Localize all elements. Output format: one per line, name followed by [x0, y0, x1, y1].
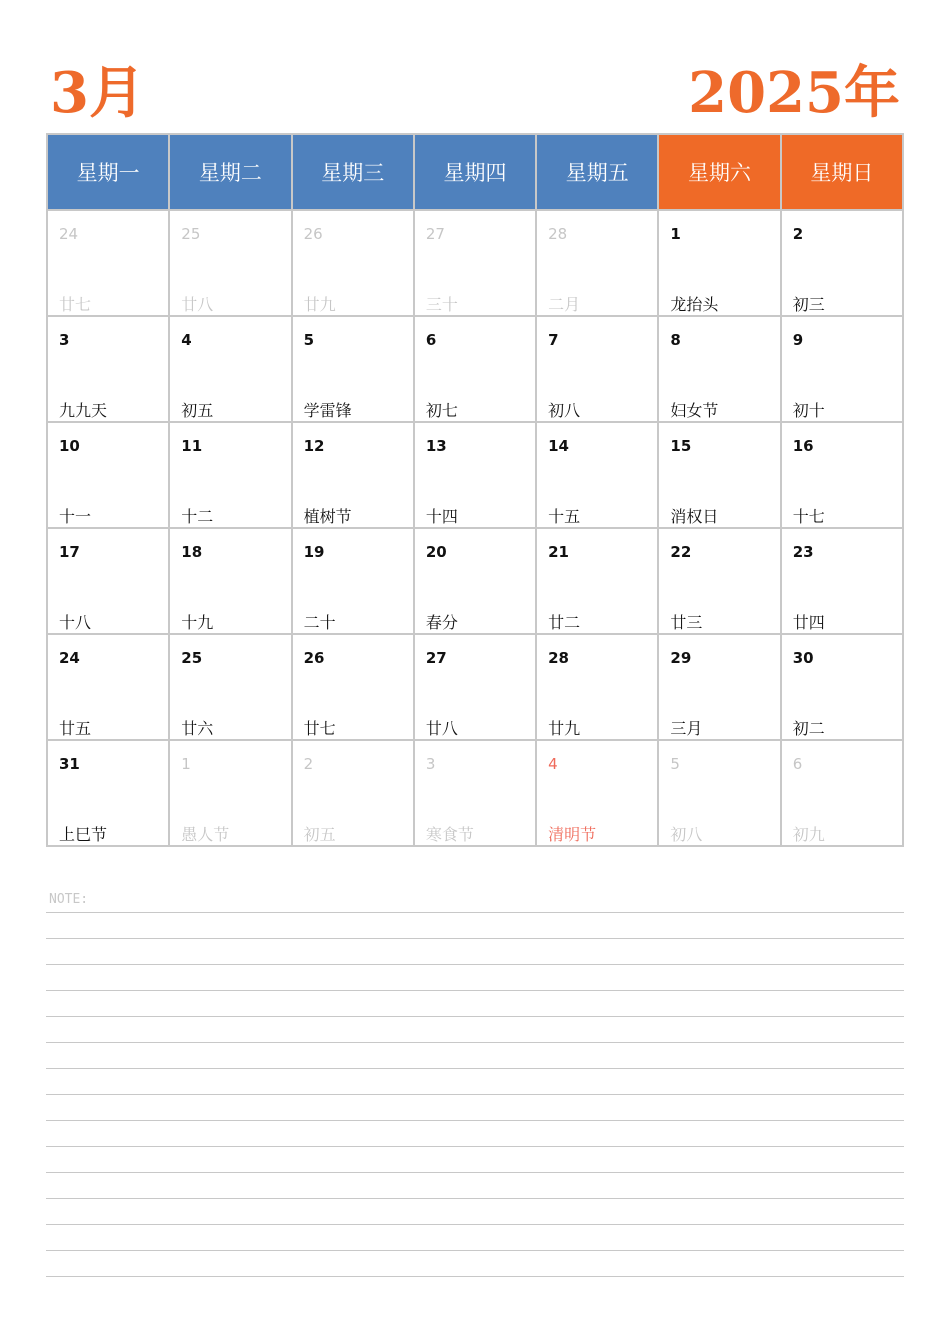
day-cell[interactable] — [292, 634, 414, 740]
day-cell[interactable] — [658, 316, 780, 422]
lunar-label: 十七 — [792, 507, 825, 526]
day-cell-content — [782, 741, 902, 845]
day-cell-content — [48, 211, 168, 315]
day-cell-content — [293, 211, 413, 315]
weekday-thursday: 星期四 — [414, 134, 536, 210]
day-cell[interactable] — [536, 634, 658, 740]
day-cell-content — [537, 423, 657, 527]
day-cell-content — [782, 529, 902, 633]
weekday-wednesday: 星期三 — [292, 134, 414, 210]
calendar-grid — [46, 133, 904, 847]
lunar-label: 龙抬头 — [670, 295, 719, 314]
note-line — [46, 1146, 904, 1147]
month-title: 3月 — [50, 60, 145, 126]
day-number: 1 — [670, 225, 681, 243]
lunar-label: 初十 — [792, 401, 825, 420]
lunar-label: 十八 — [59, 613, 92, 632]
day-number: 31 — [59, 755, 80, 773]
day-cell[interactable] — [658, 210, 780, 316]
weekday-saturday: 星期六 — [658, 134, 780, 210]
day-number: 2 — [792, 225, 804, 243]
note-line — [46, 1120, 904, 1121]
day-cell-content — [415, 529, 535, 633]
day-cell-content — [293, 741, 413, 845]
lunar-label: 廿七 — [303, 719, 336, 738]
day-cell-content — [293, 529, 413, 633]
lunar-label: 十九 — [181, 613, 214, 632]
weekday-header-row — [47, 134, 903, 210]
day-cell[interactable] — [536, 740, 658, 846]
note-line — [46, 1042, 904, 1043]
day-cell[interactable] — [292, 740, 414, 846]
day-number: 28 — [548, 649, 569, 667]
day-number: 15 — [670, 437, 692, 455]
lunar-label: 廿七 — [59, 295, 92, 314]
day-number: 13 — [425, 437, 447, 455]
calendar-week-row — [47, 210, 903, 316]
day-cell[interactable] — [781, 316, 903, 422]
day-number: 4 — [548, 755, 558, 773]
lunar-label: 十一 — [59, 507, 92, 526]
lunar-label: 学雷锋 — [303, 401, 352, 420]
note-line — [46, 1224, 904, 1225]
day-number: 6 — [792, 755, 803, 773]
day-cell-content — [415, 741, 535, 845]
day-number: 16 — [792, 437, 814, 455]
day-cell[interactable] — [658, 528, 780, 634]
lunar-label: 二十 — [303, 613, 336, 632]
day-cell[interactable] — [781, 634, 903, 740]
day-number: 2 — [303, 755, 314, 773]
lunar-label: 春分 — [425, 613, 458, 632]
day-cell[interactable] — [169, 316, 291, 422]
note-line — [46, 1172, 904, 1173]
day-number: 27 — [425, 225, 445, 243]
day-cell-content — [415, 423, 535, 527]
lunar-label: 十五 — [548, 507, 581, 526]
day-number: 26 — [303, 225, 323, 243]
day-number: 7 — [548, 331, 559, 349]
year-title: 2025年 — [688, 60, 900, 126]
day-number: 26 — [303, 649, 325, 667]
day-number: 5 — [670, 755, 680, 773]
day-cell-content — [293, 635, 413, 739]
lunar-label: 初八 — [548, 401, 581, 420]
day-number: 11 — [181, 437, 203, 455]
lunar-label: 廿九 — [303, 295, 336, 314]
note-line — [46, 938, 904, 939]
lunar-label: 廿三 — [670, 613, 703, 632]
day-cell[interactable] — [781, 210, 903, 316]
lunar-label: 寒食节 — [425, 825, 474, 844]
day-number: 30 — [792, 649, 814, 667]
day-cell[interactable] — [47, 634, 169, 740]
lunar-label: 初二 — [792, 719, 825, 738]
day-cell-content — [415, 211, 535, 315]
day-cell[interactable] — [292, 210, 414, 316]
day-number: 18 — [181, 543, 203, 561]
day-cell-content — [782, 635, 902, 739]
day-cell[interactable] — [292, 422, 414, 528]
day-number: 4 — [181, 331, 192, 349]
day-number: 3 — [59, 331, 70, 349]
lunar-label: 廿二 — [548, 613, 581, 632]
day-number: 25 — [181, 225, 201, 243]
day-cell[interactable] — [536, 422, 658, 528]
calendar-week-row — [47, 422, 903, 528]
day-cell[interactable] — [169, 740, 291, 846]
day-cell[interactable] — [169, 634, 291, 740]
day-number: 22 — [670, 543, 692, 561]
day-number: 9 — [792, 331, 804, 349]
calendar-week-row — [47, 740, 903, 846]
lunar-label: 廿六 — [181, 719, 214, 738]
day-cell-content — [782, 317, 902, 421]
day-cell-content — [659, 741, 779, 845]
day-cell-content — [48, 423, 168, 527]
day-cell-content — [48, 635, 168, 739]
day-cell[interactable] — [47, 316, 169, 422]
day-cell-content — [48, 529, 168, 633]
day-cell-content — [170, 317, 290, 421]
day-number: 29 — [670, 649, 692, 667]
day-cell[interactable] — [536, 316, 658, 422]
lunar-label: 初七 — [425, 401, 458, 420]
day-cell[interactable] — [414, 740, 536, 846]
lunar-label: 三十 — [425, 295, 458, 314]
day-cell-content — [170, 635, 290, 739]
day-number: 20 — [425, 543, 447, 561]
day-cell-content — [537, 635, 657, 739]
day-cell[interactable] — [536, 210, 658, 316]
lunar-label: 初九 — [792, 825, 825, 844]
day-cell-content — [170, 423, 290, 527]
day-cell[interactable] — [47, 422, 169, 528]
note-line — [46, 964, 904, 965]
weekday-monday: 星期一 — [47, 134, 169, 210]
day-cell[interactable] — [781, 422, 903, 528]
lunar-label: 廿八 — [425, 719, 458, 738]
day-cell-content — [170, 741, 290, 845]
day-cell-content — [537, 741, 657, 845]
lunar-label: 初八 — [670, 825, 703, 844]
lunar-label: 十二 — [181, 507, 214, 526]
note-line — [46, 1276, 904, 1277]
day-cell-content — [659, 635, 779, 739]
lunar-label: 廿八 — [181, 295, 214, 314]
day-number: 24 — [59, 225, 79, 243]
lunar-label: 十四 — [425, 507, 458, 526]
note-line — [46, 1198, 904, 1199]
day-cell[interactable] — [47, 528, 169, 634]
day-cell[interactable] — [536, 528, 658, 634]
day-cell-content — [293, 317, 413, 421]
day-number: 21 — [548, 543, 569, 561]
day-cell-content — [537, 529, 657, 633]
day-cell-content — [48, 741, 168, 845]
day-cell[interactable] — [781, 528, 903, 634]
note-line — [46, 1250, 904, 1251]
day-cell-content — [293, 423, 413, 527]
day-number: 10 — [59, 437, 80, 455]
day-number: 6 — [425, 331, 437, 349]
day-cell[interactable] — [658, 740, 780, 846]
day-number: 23 — [792, 543, 814, 561]
lunar-label: 愚人节 — [181, 825, 230, 844]
day-cell[interactable] — [414, 528, 536, 634]
day-cell[interactable] — [781, 740, 903, 846]
day-cell-content — [170, 529, 290, 633]
lunar-label: 初三 — [792, 295, 825, 314]
day-cell-content — [659, 317, 779, 421]
day-cell[interactable] — [414, 422, 536, 528]
day-cell[interactable] — [169, 210, 291, 316]
day-cell[interactable] — [47, 740, 169, 846]
calendar-week-row — [47, 528, 903, 634]
lunar-label: 九九天 — [59, 401, 108, 420]
lunar-label: 清明节 — [548, 825, 597, 844]
note-line — [46, 990, 904, 991]
day-cell-content — [415, 317, 535, 421]
lunar-label: 廿四 — [792, 613, 825, 632]
day-cell-content — [48, 317, 168, 421]
day-cell[interactable] — [414, 316, 536, 422]
note-line — [46, 912, 904, 913]
weekday-sunday: 星期日 — [781, 134, 903, 210]
note-label: NOTE: — [49, 892, 89, 907]
day-number: 8 — [670, 331, 681, 349]
lunar-label: 廿五 — [59, 719, 92, 738]
lunar-label: 廿九 — [548, 719, 581, 738]
weekday-tuesday: 星期二 — [169, 134, 291, 210]
note-line — [46, 1016, 904, 1017]
day-cell-content — [659, 423, 779, 527]
day-cell[interactable] — [169, 528, 291, 634]
day-number: 24 — [59, 649, 80, 667]
calendar-body — [47, 210, 903, 846]
day-number: 19 — [303, 543, 325, 561]
day-cell-content — [537, 317, 657, 421]
day-cell-content — [782, 211, 902, 315]
day-number: 12 — [303, 437, 325, 455]
lunar-label: 三月 — [670, 719, 703, 738]
day-cell[interactable] — [292, 316, 414, 422]
lunar-label: 妇女节 — [670, 401, 719, 420]
day-cell[interactable] — [658, 422, 780, 528]
day-number: 5 — [303, 331, 314, 349]
lunar-label: 植树节 — [303, 507, 352, 526]
day-cell-content — [659, 211, 779, 315]
day-cell[interactable] — [414, 634, 536, 740]
lunar-label: 初五 — [181, 401, 214, 420]
day-cell-content — [659, 529, 779, 633]
lunar-label: 消权日 — [670, 507, 719, 526]
day-cell[interactable] — [414, 210, 536, 316]
day-number: 3 — [425, 755, 436, 773]
day-cell-content — [782, 423, 902, 527]
day-number: 1 — [181, 755, 191, 773]
lunar-label: 上巳节 — [59, 825, 108, 844]
lunar-label: 初五 — [303, 825, 336, 844]
note-line — [46, 1094, 904, 1095]
lunar-label: 二月 — [548, 295, 581, 314]
day-cell-content — [537, 211, 657, 315]
day-number: 28 — [548, 225, 568, 243]
day-cell-content — [415, 635, 535, 739]
day-cell[interactable] — [292, 528, 414, 634]
note-line — [46, 1068, 904, 1069]
day-number: 27 — [425, 649, 447, 667]
day-number: 25 — [181, 649, 203, 667]
weekday-friday: 星期五 — [536, 134, 658, 210]
day-number: 17 — [59, 543, 80, 561]
day-cell[interactable] — [47, 210, 169, 316]
calendar-week-row — [47, 316, 903, 422]
day-cell[interactable] — [658, 634, 780, 740]
day-cell-content — [170, 211, 290, 315]
day-number: 14 — [548, 437, 569, 455]
day-cell[interactable] — [169, 422, 291, 528]
calendar-week-row — [47, 634, 903, 740]
